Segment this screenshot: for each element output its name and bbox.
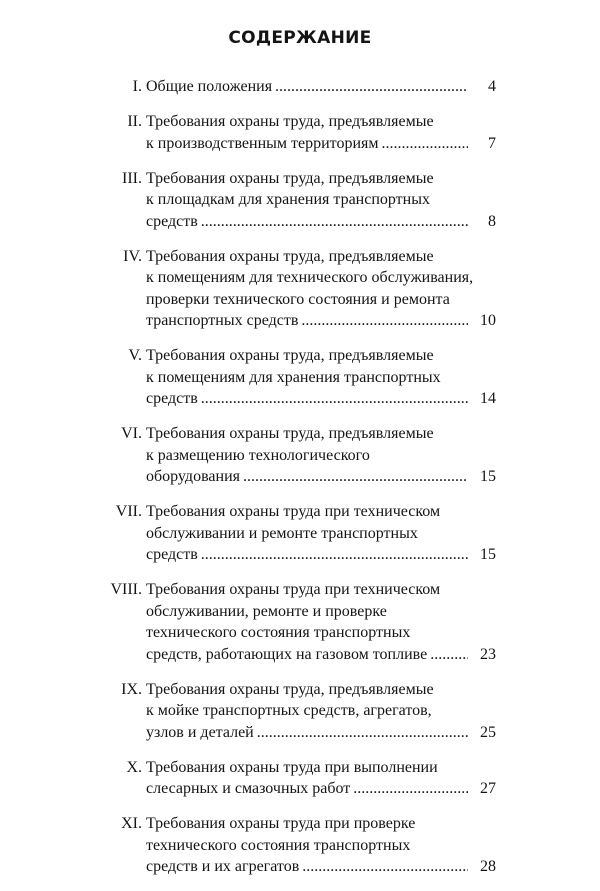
toc-entry-5 (96, 345, 496, 410)
dot-leader (257, 722, 468, 744)
toc-entry-title-line: проверки технического состояния и ремонта (146, 290, 450, 308)
dot-leader (302, 856, 468, 878)
toc-entry-title-line: к размещению технологического (146, 446, 370, 464)
toc-entry-title-line: обслуживании и ремонте транспортных (146, 524, 418, 542)
toc-entry-number: VII. (115, 503, 142, 520)
dot-leader (430, 644, 468, 666)
toc-entry-page: 10 (480, 312, 496, 329)
toc-entry-number: X. (126, 758, 142, 776)
toc-entry-number: VI. (121, 425, 142, 442)
toc-entry-title-last: средств, работающих на газовом топливе (146, 645, 428, 663)
toc-entry-number: III. (122, 169, 142, 187)
toc-entry-title-line: Требования охраны труда, предъявляемые (146, 169, 434, 187)
toc-entry-3 (96, 168, 496, 233)
toc-entry-title-line: Требования охраны труда, предъявляемые (146, 347, 434, 364)
toc-entry-number: XI. (121, 815, 142, 832)
toc-entry-title-line: Требования охраны труда при выполнении (146, 758, 438, 776)
toc-entry-title-line: к мойке транспортных средств, агрегатов, (146, 702, 432, 719)
toc-entry-title-last: средств (146, 390, 198, 407)
toc-entry-title-last: оборудования (146, 468, 240, 485)
toc-entry-11 (96, 813, 496, 878)
toc-entry-title-last: средств и их агрегатов (146, 858, 300, 875)
toc-entry-6 (96, 423, 496, 488)
toc-entry-2 (96, 111, 496, 154)
table-of-contents (96, 76, 496, 891)
toc-entry-title-line: Требования охраны труда, предъявляемые (146, 425, 434, 442)
toc-entry-title-line: Требования охраны труда, предъявляемые (146, 680, 434, 698)
toc-entry-number: VIII. (110, 581, 142, 598)
toc-entry-title-last: средств (146, 546, 198, 563)
dot-leader (353, 778, 468, 800)
toc-entry-title-line: обслуживании, ремонте и проверке (146, 602, 387, 620)
toc-entry-number: II. (127, 113, 142, 130)
toc-entry-10 (96, 757, 496, 800)
toc-entry-title-line: Требования охраны труда, предъявляемые (146, 247, 434, 265)
toc-entry-title-last: средств (146, 212, 198, 230)
dot-leader (301, 310, 468, 332)
toc-entry-title-last: слесарных и смазочных работ (146, 780, 351, 797)
toc-entry-number: I. (132, 78, 142, 95)
toc-entry-7 (96, 501, 496, 566)
toc-entry-title-last: узлов и деталей (146, 723, 254, 741)
dot-leader (275, 76, 468, 98)
dot-leader (201, 388, 468, 410)
toc-entry-page: 27 (480, 780, 496, 797)
toc-entry-page: 7 (488, 134, 496, 152)
toc-entry-title-line: Требования охраны труда при техническом (146, 503, 441, 520)
toc-entry-page: 15 (480, 546, 496, 563)
toc-entry-9 (96, 679, 496, 744)
page-title: СОДЕРЖАНИЕ (228, 28, 372, 48)
toc-entry-title-last: транспортных средств (146, 312, 299, 329)
toc-entry-page: 14 (480, 390, 496, 407)
toc-entry-number: IX. (121, 680, 142, 698)
toc-entry-number: V. (128, 347, 142, 364)
toc-entry-title-last: к производственным территориям (146, 134, 379, 152)
toc-entry-title-line: технического состояния транспортных (146, 836, 411, 854)
toc-entry-1 (96, 76, 496, 98)
toc-entry-title-line: к помещениям для технического обслуживания, (146, 269, 474, 286)
dot-leader (201, 211, 468, 233)
toc-entry-title-line: технического состояния транспортных (146, 624, 411, 641)
toc-entry-title-line: к помещениям для хранения транспортных (146, 368, 441, 386)
toc-entry-page: 25 (480, 723, 496, 741)
toc-entry-page: 15 (480, 468, 496, 485)
toc-entry-4 (96, 246, 496, 332)
toc-entry-page: 4 (488, 78, 496, 95)
toc-entry-page: 23 (480, 645, 496, 663)
toc-entry-page: 8 (488, 212, 496, 230)
toc-entry-page: 28 (480, 858, 496, 875)
dot-leader (243, 466, 468, 488)
toc-entry-title-line: Требования охраны труда, предъявляемые (146, 113, 434, 130)
toc-entry-number: IV. (123, 247, 142, 265)
toc-entry-title-line: Требования охраны труда при проверке (146, 815, 416, 832)
toc-entry-8 (96, 579, 496, 665)
toc-entry-title-last: Общие положения (146, 78, 273, 95)
dot-leader (381, 133, 468, 155)
toc-entry-title-line: к площадкам для хранения транспортных (146, 191, 430, 208)
toc-entry-title-line: Требования охраны труда при техническом (146, 581, 441, 598)
dot-leader (201, 544, 468, 566)
